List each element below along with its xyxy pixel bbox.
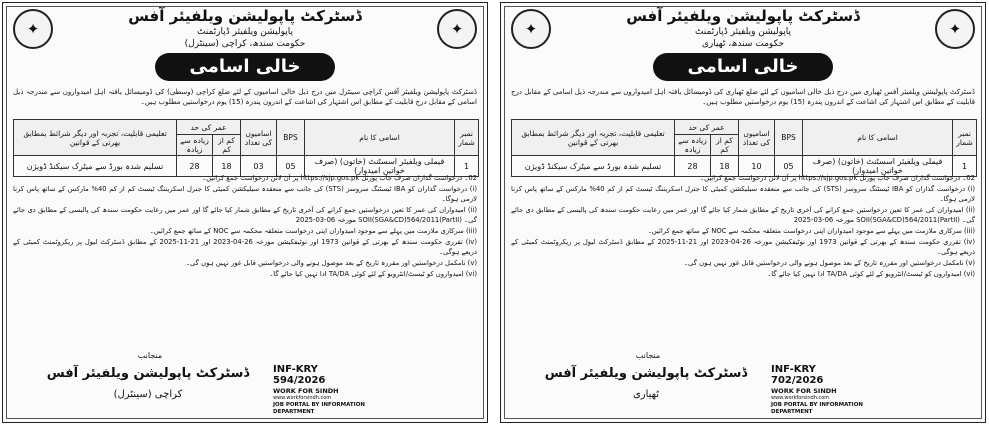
sub-department: پاپولیشن ویلفیئر ڈپارٹمنٹ <box>694 27 792 37</box>
sindh-seal-icon: ✦ <box>437 9 477 49</box>
col-qualification: تعلیمی قابلیت، تجربہ اور دیگر شرائط بمطابق بھرتی کے قوانین <box>14 120 177 156</box>
cell-post: فیملی ویلفیئر اسسٹنٹ (خاتون) (صرف خواتین امیدوار) <box>803 156 953 177</box>
term-item: (v) نامکمل درخواستیں اور مقررہ تاریخ کے بعد موصول ہونے والی درخواستیں قابل غور نہیں ہوں گی۔ <box>186 259 477 267</box>
term-item: (iv) تقرری حکومت سندھ کے بھرتی کے قوانین 1973 اور نوٹیفکیشن مورخہ 26-04-2023 اور 21-11-2025 کے مطابق ڈسٹرکٹ لیول پر ریکروٹمنٹ کمیٹی کے ذریعے ہوگی۔ <box>511 238 975 256</box>
cell-age-min: 18 <box>711 156 739 177</box>
col-count: اسامیوں کی تعداد <box>241 120 277 156</box>
sindh-seal-icon: ✦ <box>511 9 551 49</box>
sign-office: ڈسٹرکٹ پاپولیشن ویلفیئر آفس <box>544 366 748 381</box>
sign-office: ڈسٹرکٹ پاپولیشن ویلفیئر آفس <box>46 366 250 381</box>
col-age-min: کم از کم <box>213 135 241 156</box>
vacancy-banner: خالی اسامی <box>155 53 335 81</box>
sign-city: ٹھیاری <box>632 389 660 400</box>
col-count: اسامیوں کی تعداد <box>739 120 775 156</box>
cell-bps: 05 <box>277 156 305 177</box>
cell-post: فیملی ویلفیئر اسسٹنٹ (خاتون) (صرف خواتین امیدوار) <box>305 156 455 177</box>
signature-block <box>541 343 751 400</box>
col-age-limit: عمر کی حد <box>675 120 739 135</box>
department-title: ڈسٹرکٹ پاپولیشن ویلفیئر آفس <box>128 7 362 25</box>
department-title: ڈسٹرکٹ پاپولیشن ویلفیئر آفس <box>626 7 860 25</box>
ad-code-block <box>771 364 871 416</box>
cell-qualification: تسلیم شدہ بورڈ سے میٹرک سیکنڈ ڈویژن <box>512 156 675 177</box>
cell-age-min: 18 <box>213 156 241 177</box>
government-line: حکومت سندھ، کراچی (سینٹرل) <box>184 39 306 49</box>
sign-by: منجانب <box>635 351 661 360</box>
sign-city: کراچی (سینٹرل) <box>113 389 183 400</box>
col-post: اسامی کا نام <box>305 120 455 156</box>
term-item: 02۔ درخواست گذاران صرف جاب پورٹل https://sjp.gos.pk پر آن لائن درخواست جمع کرائیں۔ <box>202 174 477 182</box>
term-item: (vi) امیدواروں کو ٹیسٹ/انٹرویو کے لئے کوئی TA/DA ادا نہیں کیا جائے گا۔ <box>767 270 975 278</box>
term-item: (ii) امیدواران کی عمر کا تعین درخواستیں جمع کرانے کی آخری تاریخ کے مطابق شمار کیا جائے گا اور عمر میں رعایت حکومت سندھ کی پالیسی کے مطابق دی جائے گی۔ SOII(SGA&CD)564/2011(PartII) مورخہ 06-03-2025 <box>511 206 975 224</box>
term-item: (vi) امیدواروں کو ٹیسٹ/انٹرویو کے لئے کوئی TA/DA ادا نہیں کیا جائے گا۔ <box>269 270 477 278</box>
sub-department: پاپولیشن ویلفیئر ڈپارٹمنٹ <box>196 27 294 37</box>
term-item: (iii) سرکاری ملازمت میں پہلے سے موجود امیدواران اپنی درخواست متعلقہ محکمہ سے NOC کے ساتھ جمع کرائیں۔ <box>149 227 477 235</box>
sindh-seal-icon: ✦ <box>13 9 53 49</box>
cell-serial: 1 <box>455 156 479 177</box>
term-item: 02۔ درخواست گذاران صرف جاب پورٹل https://sjp.gos.pk پر آن لائن درخواست جمع کرائیں۔ <box>700 174 975 182</box>
sindh-seal-icon: ✦ <box>935 9 975 49</box>
ad-code-block <box>273 364 373 416</box>
work-for-sindh-logo: WORK FOR SINDH <box>771 387 837 395</box>
col-age-max: زیادہ سے زیادہ <box>675 135 711 156</box>
cell-qualification: تسلیم شدہ بورڈ سے میٹرک سیکنڈ ڈویژن <box>14 156 177 177</box>
vacancy-banner: خالی اسامی <box>653 53 833 81</box>
col-bps: BPS <box>277 120 305 156</box>
website-link[interactable]: www.workforsindh.com <box>273 395 332 401</box>
col-age-max: زیادہ سے زیادہ <box>177 135 213 156</box>
job-portal-text: JOB PORTAL BY INFORMATION DEPARTMENT <box>771 402 864 415</box>
website-link[interactable]: www.workforsindh.com <box>771 395 830 401</box>
term-item: (ii) امیدواران کی عمر کا تعین درخواستیں جمع کرانے کی آخری تاریخ کے مطابق شمار کیا جائے گا اور عمر میں رعایت حکومت سندھ کی پالیسی کے مطابق دی جائے گی۔ SOII(SGA&CD)564/2011(PartII) مورخہ 06-03-2025 <box>13 206 477 224</box>
term-item: (i) درخواست گذاران کو IBA ٹیسٹنگ سروسز (STS) کی جانب سے منعقدہ سیلیکشن کمیٹی کا جنرل اسکریننگ ٹیسٹ کم از کم 40% مارکس کے ساتھ پاس کرنا لازمی ہوگا۔ <box>511 185 975 203</box>
ad-code: INF-KRY 702/2026 <box>771 364 824 386</box>
government-line: حکومت سندھ، ٹھیاری <box>701 39 785 49</box>
intro-paragraph: ڈسٹرکٹ پاپولیشن ویلفیئر آفس کراچی سینٹرل میں درج ذیل خالی اسامیوں کے لئے ضلع کراچی (وسطی) کی ڈومیسائل یافتہ اہل امیدواروں سے مندرجہ ذیل اسامی کے مقابل درج قابلیت کے مطابق اس اشتہار کی اشاعت کے اندرون پندرہ (15) یوم درخواستیں مطلوب ہیں۔ <box>13 88 477 106</box>
cell-bps: 05 <box>775 156 803 177</box>
col-post: اسامی کا نام <box>803 120 953 156</box>
col-qualification: تعلیمی قابلیت، تجربہ اور دیگر شرائط بمطابق بھرتی کے قوانین <box>512 120 675 156</box>
cell-count: 10 <box>739 156 775 177</box>
job-ad-thiyari <box>500 2 986 423</box>
ad-code: INF-KRY 594/2026 <box>273 364 326 386</box>
cell-age-max: 28 <box>675 156 711 177</box>
cell-serial: 1 <box>953 156 977 177</box>
term-item: (iv) تقرری حکومت سندھ کے بھرتی کے قوانین 1973 اور نوٹیفکیشن مورخہ 26-04-2023 اور 21-11-2025 کے مطابق ڈسٹرکٹ لیول پر ریکروٹمنٹ کمیٹی کے ذریعے ہوگی۔ <box>13 238 477 256</box>
work-for-sindh-logo: WORK FOR SINDH <box>273 387 339 395</box>
vacancy-table <box>13 119 479 177</box>
cell-count: 03 <box>241 156 277 177</box>
job-portal-text: JOB PORTAL BY INFORMATION DEPARTMENT <box>273 402 366 415</box>
col-age-limit: عمر کی حد <box>177 120 241 135</box>
term-item: (i) درخواست گذاران کو IBA ٹیسٹنگ سروسز (STS) کی جانب سے منعقدہ سیلیکشن کمیٹی کا جنرل اسکریننگ ٹیسٹ کم از کم 40% مارکس کے ساتھ پاس کرنا لازمی ہوگا۔ <box>13 185 477 203</box>
term-item: (v) نامکمل درخواستیں اور مقررہ تاریخ کے بعد موصول ہونے والی درخواستیں قابل غور نہیں ہوں گی۔ <box>684 259 975 267</box>
cell-age-max: 28 <box>177 156 213 177</box>
signature-block <box>43 343 253 400</box>
term-item: (iii) سرکاری ملازمت میں پہلے سے موجود امیدواران اپنی درخواست متعلقہ محکمہ سے NOC کے ساتھ جمع کرائیں۔ <box>647 227 975 235</box>
intro-paragraph: ڈسٹرکٹ پاپولیشن ویلفیئر آفس ٹھیاری میں درج ذیل خالی اسامیوں کے لئے ضلع ٹھیاری کی ڈومیسائل یافتہ اہل امیدواروں سے مندرجہ ذیل اسامی کے مقابل درج قابلیت کے مطابق اس اشتہار کی اشاعت کے اندرون پندرہ (15) یوم درخواستیں مطلوب ہیں۔ <box>511 88 975 106</box>
col-serial: نمبر شمار <box>455 120 479 156</box>
col-age-min: کم از کم <box>711 135 739 156</box>
vacancy-table <box>511 119 977 177</box>
col-bps: BPS <box>775 120 803 156</box>
job-ad-karachi-central <box>2 2 488 423</box>
col-serial: نمبر شمار <box>953 120 977 156</box>
sign-by: منجانب <box>137 351 163 360</box>
